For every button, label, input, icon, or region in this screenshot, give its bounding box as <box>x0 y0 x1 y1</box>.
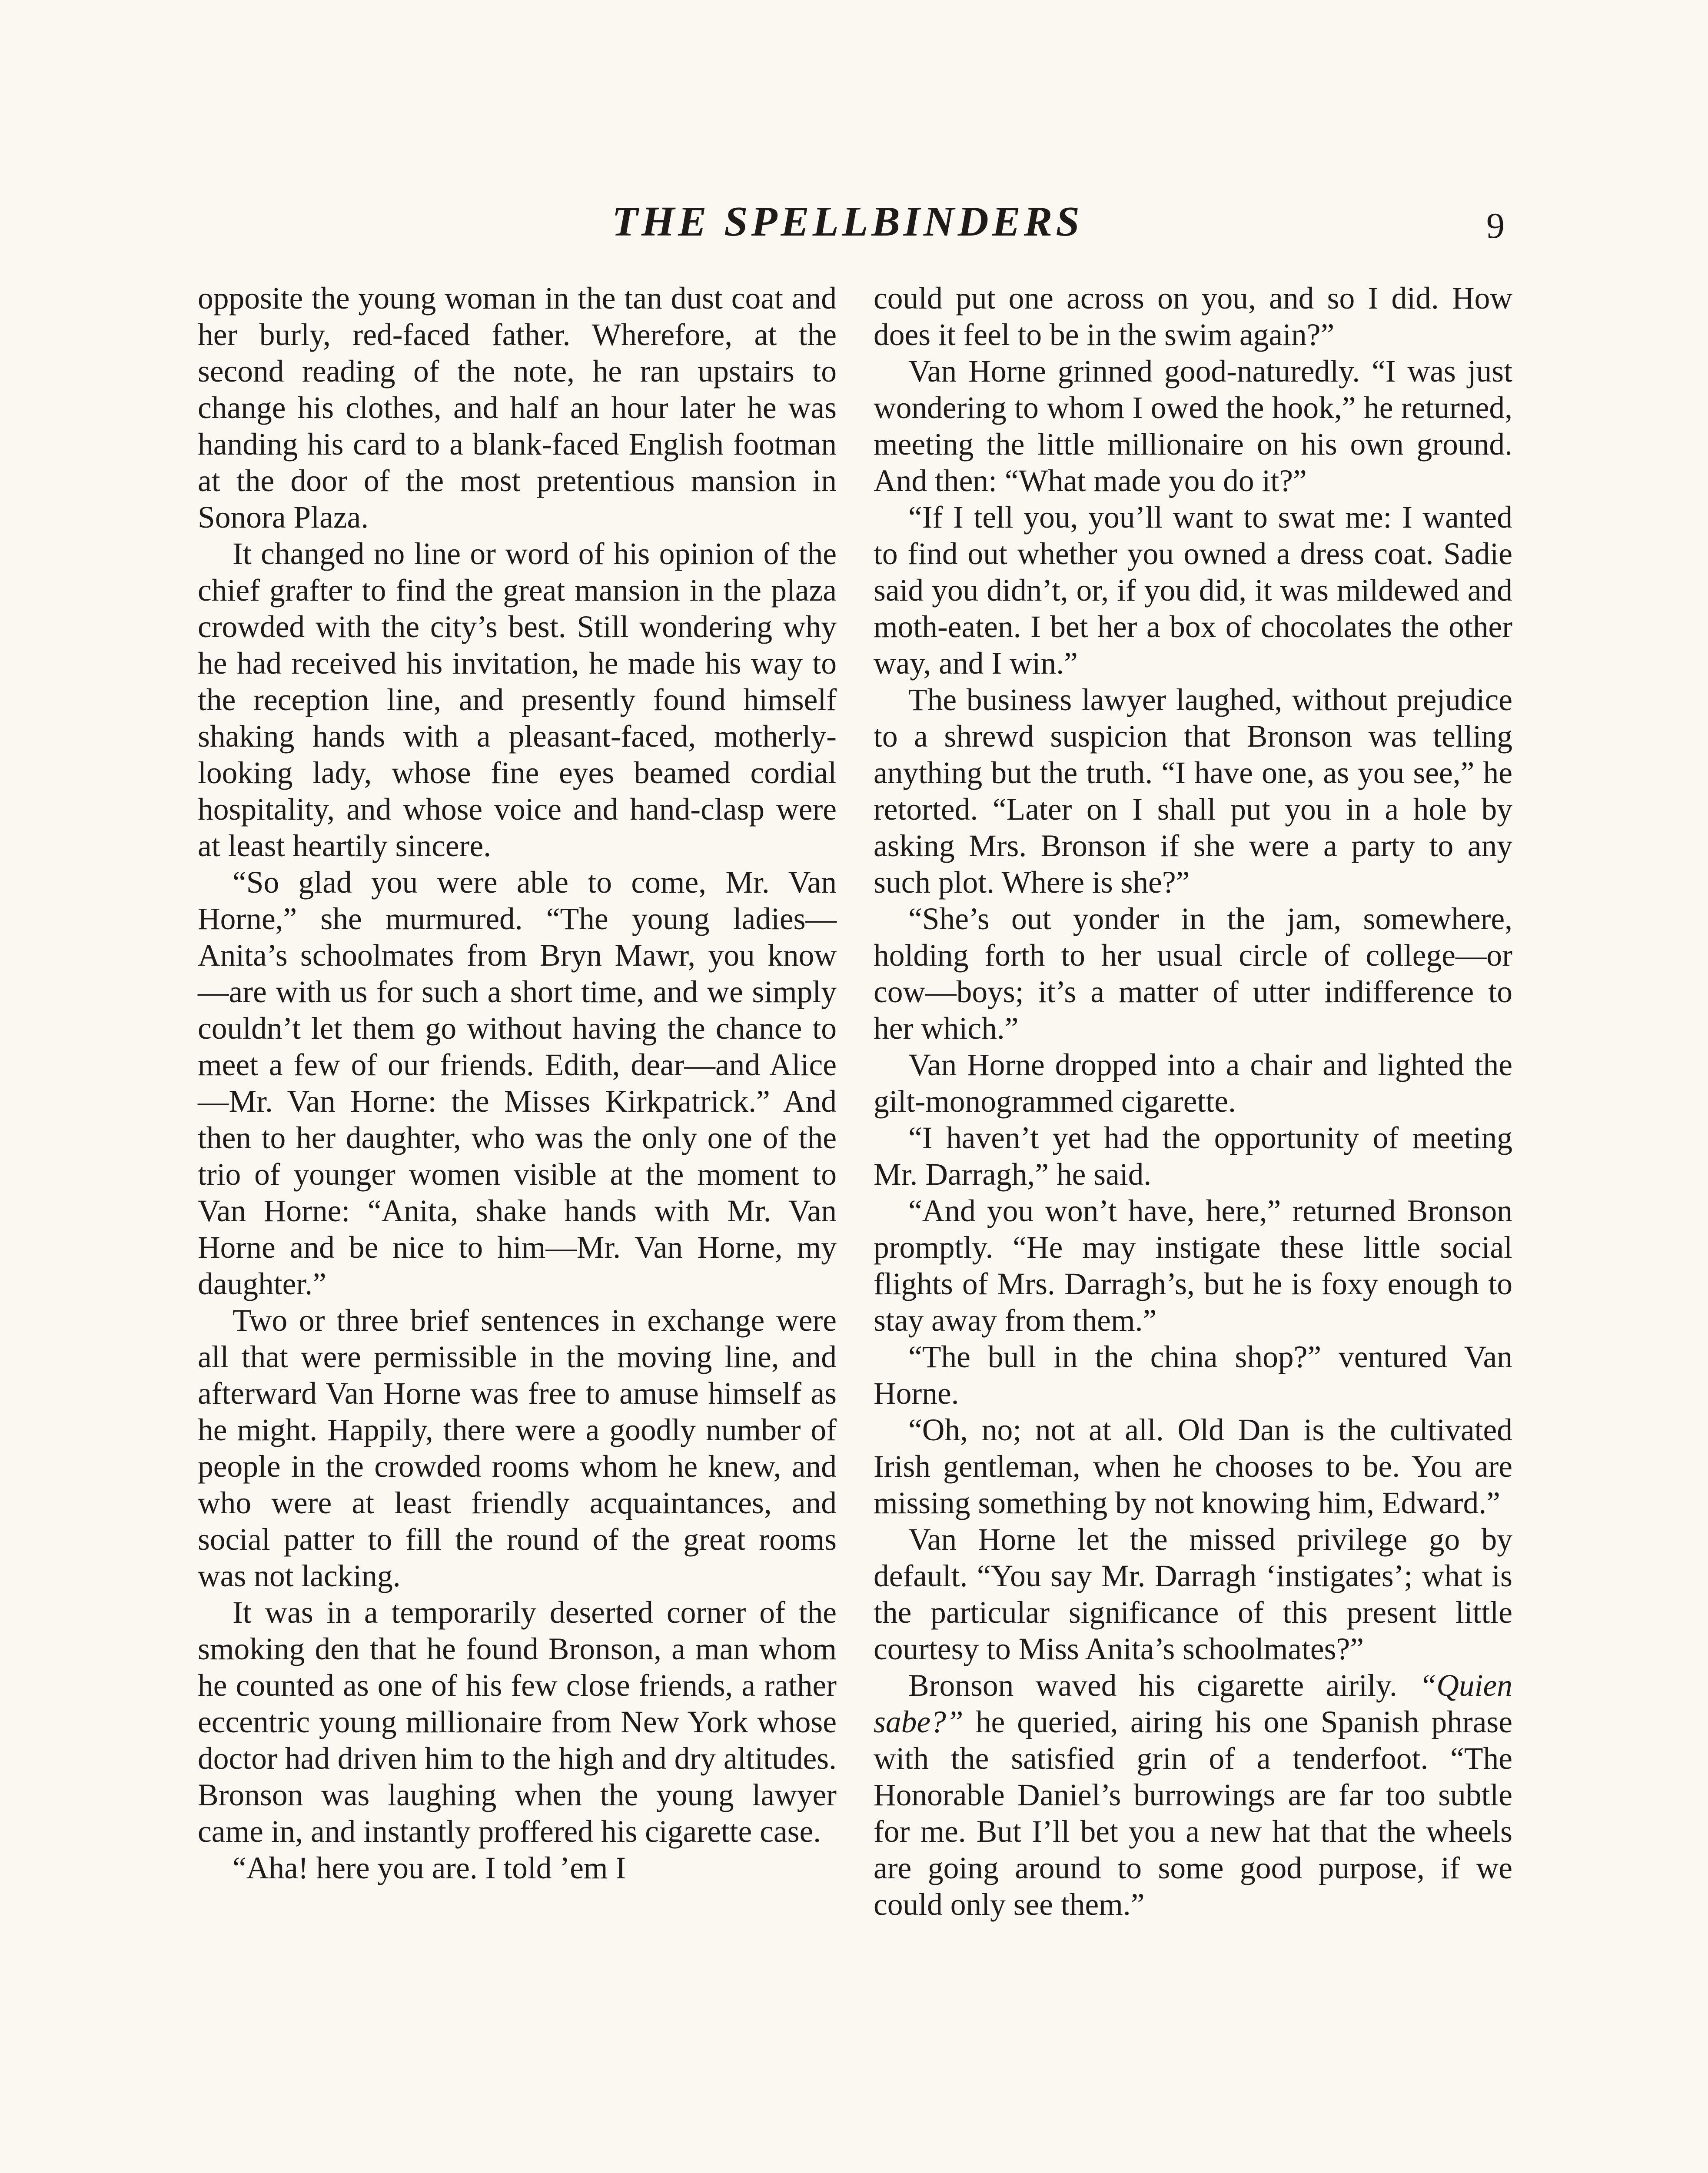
paragraph: could put one across on you, and so I did. How does it feel to be in the swim again?” <box>874 281 1512 352</box>
paragraph: “Oh, no; not at all. Old Dan is the cultivated Irish gentleman, when he chooses to be. You are missing something by not knowing him, Edward.” <box>874 1413 1512 1520</box>
paragraph: “She’s out yonder in the jam, somewhere, holding forth to her usual circle of college—or cow—boys; it’s a matter of utter indifference to her which.” <box>874 902 1512 1046</box>
paragraph: The business lawyer laughed, without prejudice to a shrewd suspicion that Bronson was telling anything but the truth. “I have one, as you see,” he retorted. “Later on I shall put you in a hole by asking Mrs. Bronson if she were a party to any such plot. Where is she?” <box>874 683 1512 900</box>
page-number: 9 <box>1486 206 1505 246</box>
paragraph: “So glad you were able to come, Mr. Van Horne,” she murmured. “The young ladies—Anita’s schoolmates from Bryn Mawr, you know—are with us for such a short time, and we simply couldn’t let them go without having the chance to meet a few of our friends. Edith, dear—and Alice—Mr. Van Horne: the Misses Kirkpatrick.” And then to her daughter, who was the only one of the trio of younger women visible at the moment to Van Horne: “Anita, shake hands with Mr. Van Horne and be nice to him—Mr. Van Horne, my daughter.” <box>198 865 837 1301</box>
running-header <box>0 191 1708 252</box>
paragraph: “And you won’t have, here,” returned Bronson promptly. “He may instigate these little social flights of Mrs. Darragh’s, but he is foxy enough to stay away from them.” <box>874 1194 1512 1338</box>
running-title: THE SPELLBINDERS <box>612 198 1083 245</box>
paragraph: Van Horne grinned good-naturedly. “I was just wondering to whom I owed the hook,” he returned, meeting the little millionaire on his own ground. And then: “What made you do it?” <box>874 354 1512 498</box>
paragraph: “Aha! here you are. I told ’em I <box>233 1851 626 1885</box>
paragraph: Two or three brief sentences in exchange were all that were permissible in the moving line, and afterward Van Horne was free to amuse himself as he might. Happily, there were a goodly number of people in the crowded rooms whom he knew, and who were at least friendly acquaintances, and social patter to fill the round of the great rooms was not lacking. <box>198 1303 837 1593</box>
paragraph-lead: Bronson waved his cigarette airily. <box>908 1668 1397 1703</box>
paragraph: It changed no line or word of his opinion of the chief grafter to find the great mansion in the plaza crowded with the city’s best. Still wondering why he had received his invitation, he made his way to the reception line, and presently found himself shaking hands with a pleasant-faced, motherly-looking lady, whose fine eyes beamed cordial hospitality, and whose voice and hand-clasp were at least heartily sincere. <box>198 537 837 863</box>
paragraph: “The bull in the china shop?” ventured Van Horne. <box>874 1340 1512 1411</box>
italic-phrase: “Quien sabe?” <box>874 1668 1513 1739</box>
paragraph: Van Horne let the missed privilege go by default. “You say Mr. Darragh ‘instigates’; what is the particular significance of this present little courtesy to Miss Anita’s schoolmates?” <box>874 1522 1512 1666</box>
paragraph: “If I tell you, you’ll want to swat me: I wanted to find out whether you owned a dress coat. Sadie said you didn’t, or, if you did, it was mildewed and moth-eaten. I bet her a box of chocolates the other way, and I win.” <box>874 500 1512 681</box>
paragraph: It was in a temporarily deserted corner of the smoking den that he found Bronson, a man whom he counted as one of his few close friends, a rather eccentric young millionaire from New York whose doctor had driven him to the high and dry altitudes. Bronson was laughing when the young lawyer came in, and instantly proffered his cigarette case. <box>198 1595 837 1849</box>
right-column <box>874 280 1512 1923</box>
paragraph-rest: he queried, airing his one Spanish phrase with the satisfied grin of a tenderfoot. “The Honorable Daniel’s burrowings are far too subtle for me. But I’ll bet you a new hat that the wheels are going around to some good purpose, if we could only see them.” <box>874 1705 1512 1922</box>
left-column <box>198 280 837 1887</box>
paragraph: opposite the young woman in the tan dust coat and her burly, red-faced father. Wherefore, at the second reading of the note, he ran upstairs to change his clothes, and half an hour later he was handing his card to a blank-faced English footman at the door of the most pretentious mansion in Sonora Plaza. <box>198 281 837 535</box>
paragraph: Van Horne dropped into a chair and lighted the gilt-monogrammed cigarette. <box>874 1048 1512 1119</box>
paragraph-with-italic-phrase <box>874 1668 1512 1923</box>
paragraph: “I haven’t yet had the opportunity of meeting Mr. Darragh,” he said. <box>874 1121 1512 1192</box>
